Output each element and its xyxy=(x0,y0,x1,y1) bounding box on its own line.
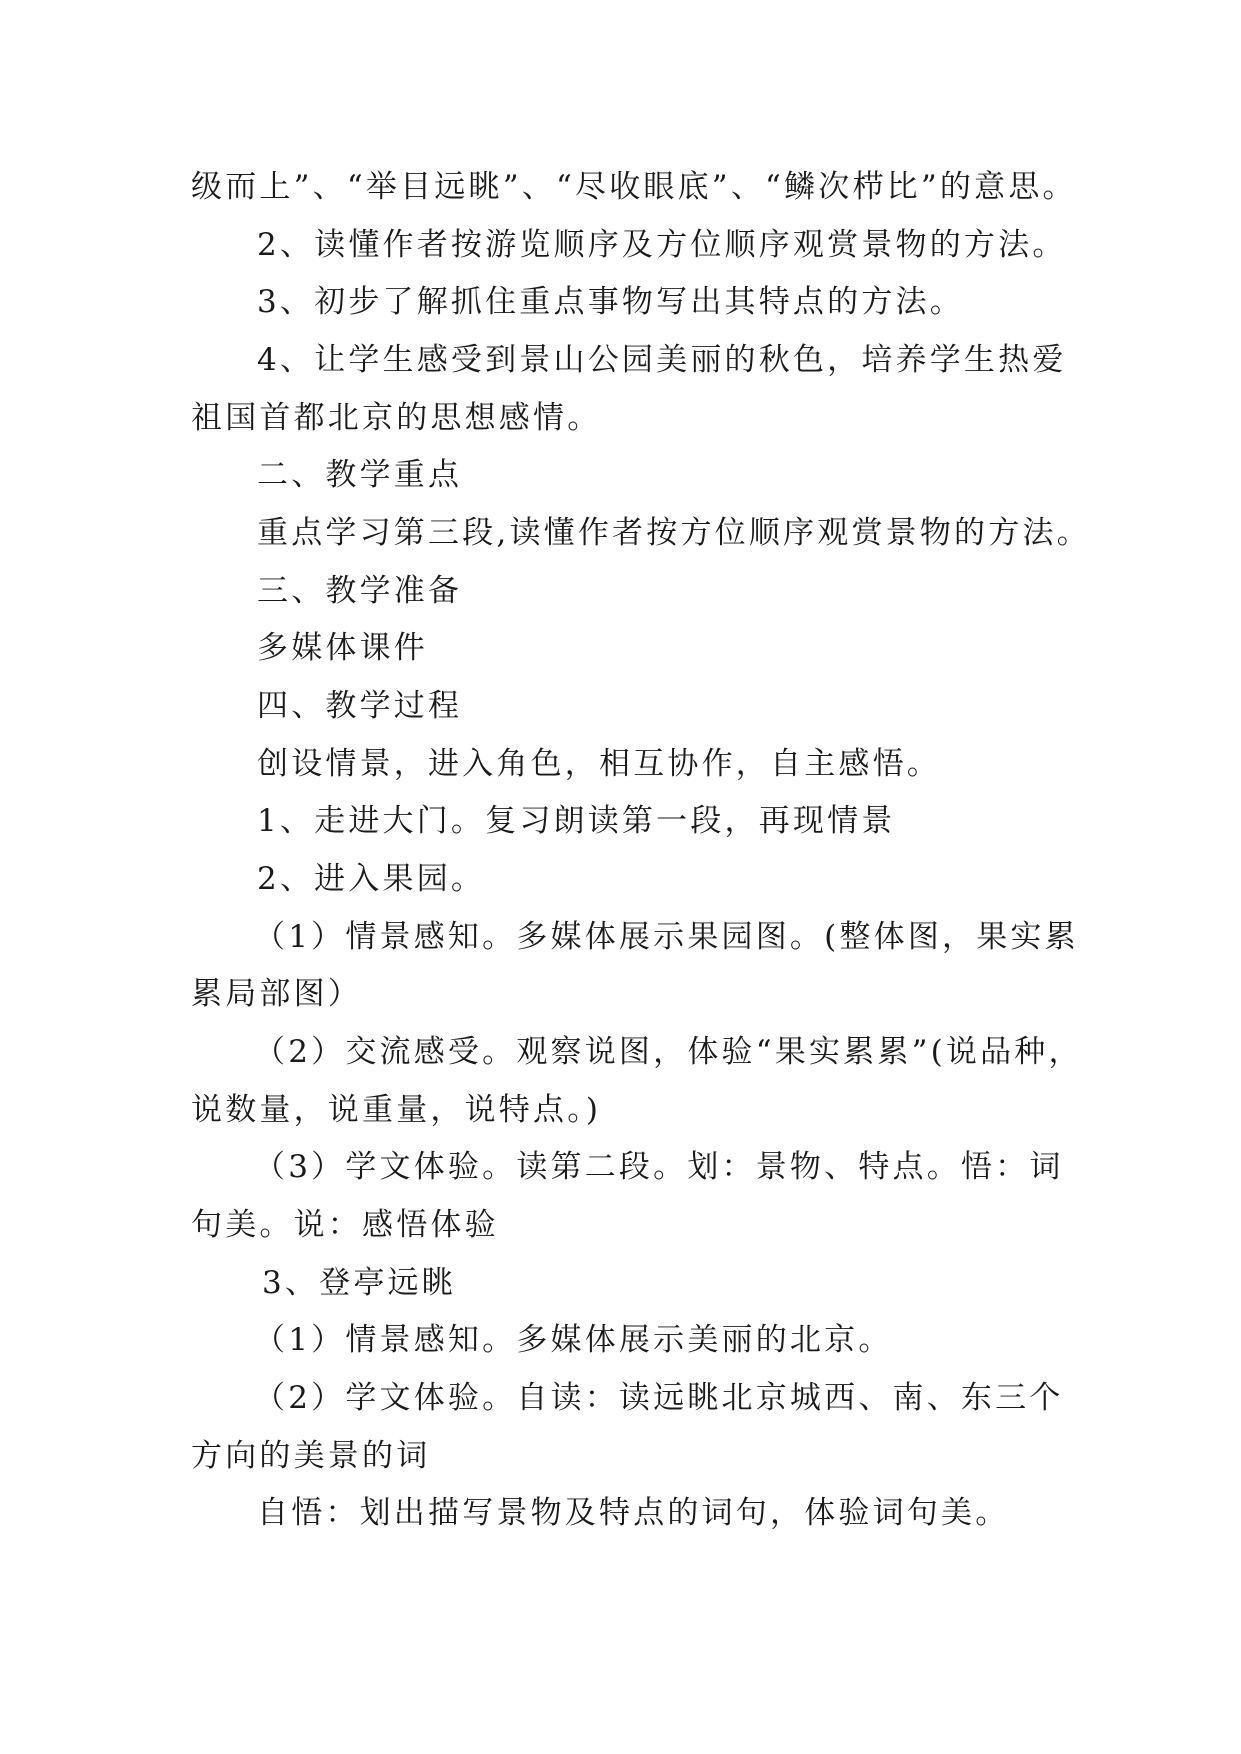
text-line: （1）情景感知。多媒体展示美丽的北京。 xyxy=(254,1322,893,1358)
text-line: 句美。说：感悟体验 xyxy=(191,1207,499,1243)
section-heading: 三、教学准备 xyxy=(257,573,463,609)
text-line: 祖国首都北京的思想感情。 xyxy=(191,400,602,436)
text-line: 创设情景，进入角色，相互协作，自主感悟。 xyxy=(257,746,941,782)
text-line: 3、登亭远眺 xyxy=(262,1265,456,1301)
text-line: 说数量，说重量，说特点。) xyxy=(191,1092,602,1128)
text-line: 2、读懂作者按游览顺序及方位顺序观赏景物的方法。 xyxy=(257,227,1067,263)
text-line: 自悟：划出描写景物及特点的词句，体验词句美。 xyxy=(257,1495,1010,1531)
text-line: 累局部图） xyxy=(191,976,362,1012)
text-line: 方向的美景的词 xyxy=(191,1438,431,1474)
text-line: 1、走进大门。复习朗读第一段，再现情景 xyxy=(257,803,896,839)
text-line: （2）交流感受。观察说图，体验“果实累累”(说品种， xyxy=(254,1034,1083,1070)
text-line: 重点学习第三段,读懂作者按方位顺序观赏景物的方法。 xyxy=(257,515,1091,551)
text-line: 多媒体课件 xyxy=(257,630,428,666)
text-line: （1）情景感知。多媒体展示果园图。(整体图，果实累 xyxy=(254,919,1079,955)
text-line: 3、初步了解抓住重点事物写出其特点的方法。 xyxy=(257,284,964,320)
text-line: 级而上”、“举目远眺”、“尽收眼底”、“鳞次栉比”的意思。 xyxy=(191,169,1077,205)
text-line: 2、进入果园。 xyxy=(257,861,486,897)
section-heading: 四、教学过程 xyxy=(257,688,463,724)
text-line: （3）学文体验。读第二段。划：景物、特点。悟：词 xyxy=(254,1149,1064,1185)
text-line: （2）学文体验。自读：读远眺北京城西、南、东三个 xyxy=(254,1380,1064,1416)
section-heading: 二、教学重点 xyxy=(257,457,463,493)
text-line: 4、让学生感受到景山公园美丽的秋色，培养学生热爱 xyxy=(257,342,1067,378)
